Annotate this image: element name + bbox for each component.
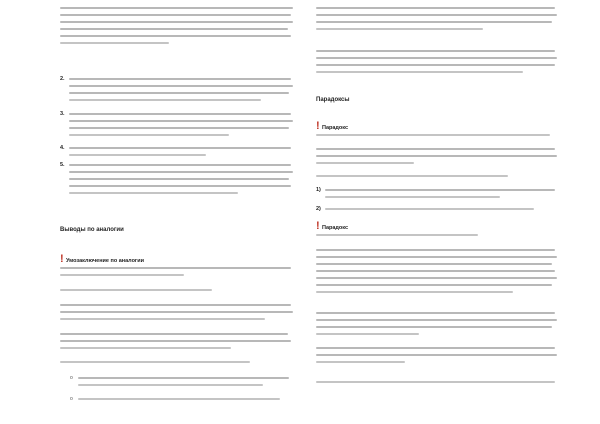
- list-item: [325, 208, 562, 215]
- paragraph: [60, 267, 298, 281]
- term-lead: Умозаключение по аналогии: [66, 258, 144, 264]
- paragraph: [69, 147, 298, 161]
- paragraph: [316, 312, 562, 340]
- paragraph: [69, 78, 298, 106]
- list-item: [78, 398, 298, 405]
- list-number: 3.: [60, 111, 65, 117]
- paragraph: [69, 164, 298, 199]
- paragraph: [316, 249, 562, 298]
- section-heading: Парадоксы: [316, 97, 350, 103]
- list-item: [78, 377, 298, 391]
- paragraph: [316, 50, 562, 78]
- list-number: 2): [316, 206, 321, 212]
- section-heading: Выводы по аналогии: [60, 227, 124, 233]
- paragraph: [60, 289, 298, 296]
- paragraph: [316, 148, 562, 169]
- paragraph: [316, 7, 562, 35]
- paragraph: [316, 134, 562, 141]
- paragraph: [60, 7, 298, 49]
- exclamation-icon: !: [316, 220, 320, 232]
- paragraph: [316, 347, 562, 368]
- paragraph: [60, 333, 298, 354]
- bullet-icon: o: [70, 375, 73, 381]
- list-number: 2.: [60, 76, 65, 82]
- list-number: 5.: [60, 162, 65, 168]
- paragraph: [316, 381, 562, 388]
- exclamation-icon: !: [60, 253, 64, 265]
- paragraph: [316, 175, 562, 182]
- list-item: [325, 189, 562, 203]
- paragraph: [316, 234, 562, 241]
- paragraph: [60, 361, 298, 368]
- term-lead: Парадокс: [322, 225, 349, 231]
- list-number: 1): [316, 187, 321, 193]
- paragraph: [69, 113, 298, 141]
- exclamation-icon: !: [316, 120, 320, 132]
- list-number: 4.: [60, 145, 65, 151]
- term-lead: Парадокс: [322, 125, 349, 131]
- bullet-icon: o: [70, 396, 73, 402]
- paragraph: [60, 304, 298, 325]
